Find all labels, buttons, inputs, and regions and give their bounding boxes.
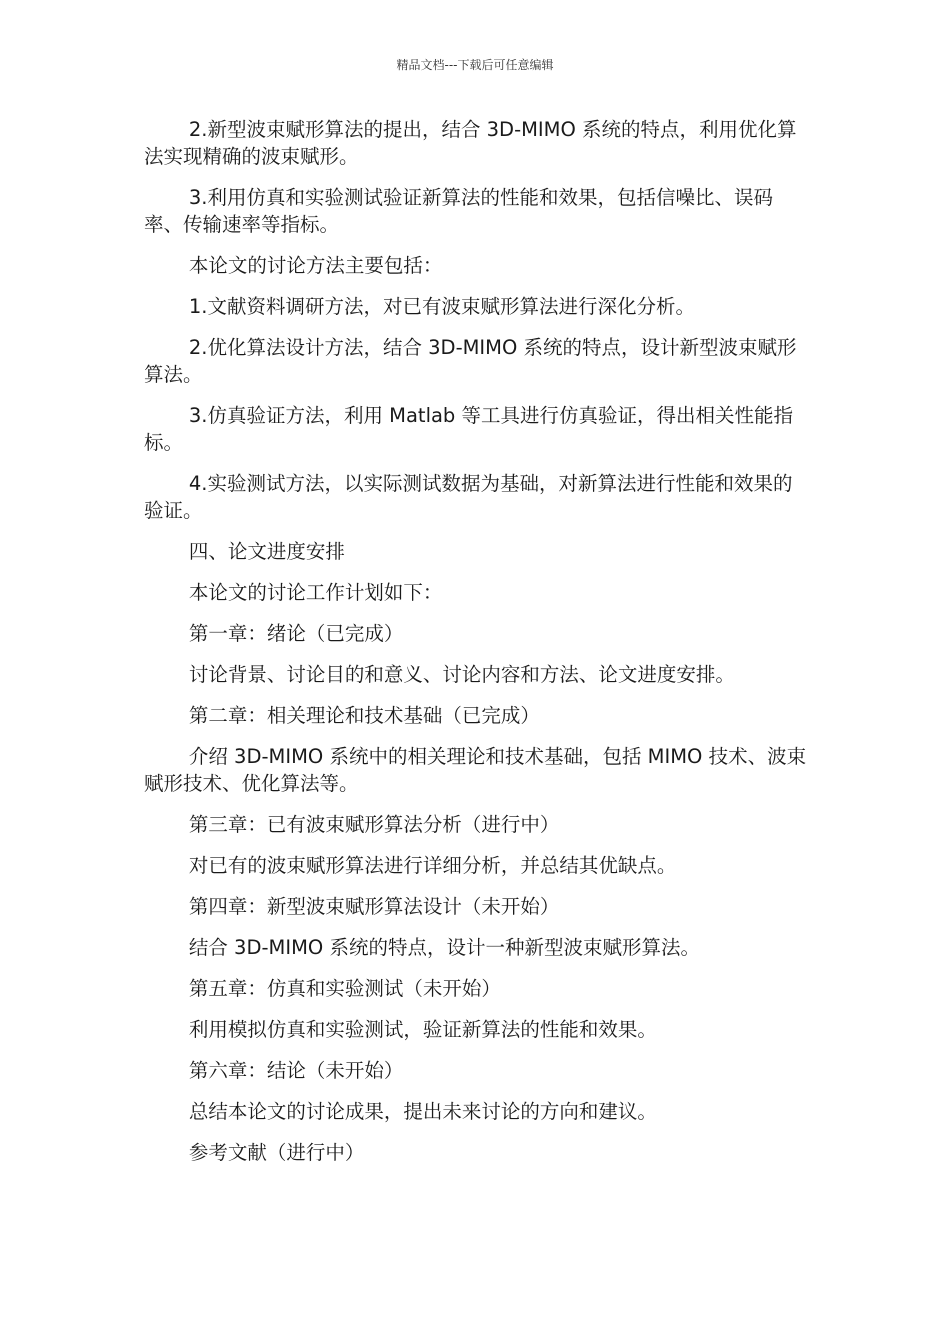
chapter-2-title: 第二章：相关理论和技术基础（已完成）: [188, 704, 540, 727]
paragraph-method-simulation: 3.仿真验证方法，利用 Matlab 等工具进行仿真验证，得出相关性能指标。: [144, 404, 794, 454]
page-header: 精品文档---下载后可任意编辑: [396, 58, 554, 72]
paragraph-method-optimization: 2.优化算法设计方法，结合 3D-MIMO 系统的特点，设计新型波束赋形算法。: [144, 336, 797, 386]
chapter-6-title: 第六章：结论（未开始）: [188, 1059, 404, 1082]
chapter-2-description: 介绍 3D-MIMO 系统中的相关理论和技术基础，包括 MIMO 技术、波束赋形技术、优化算法等。: [144, 745, 807, 795]
chapter-4-title: 第四章：新型波束赋形算法设计（未开始）: [188, 895, 560, 918]
chapter-6-description: 总结本论文的讨论成果，提出未来讨论的方向和建议。: [188, 1100, 657, 1123]
paragraph-method-literature: 1.文献资料调研方法，对已有波束赋形算法进行深化分析。: [188, 295, 695, 318]
chapter-1-title: 第一章：绪论（已完成）: [188, 622, 404, 645]
paragraph-new-algorithm: 2.新型波束赋形算法的提出，结合 3D-MIMO 系统的特点，利用优化算法实现精确的波束赋形。: [144, 118, 797, 168]
chapter-1-description: 讨论背景、讨论目的和意义、讨论内容和方法、论文进度安排。: [188, 663, 735, 686]
chapter-3-description: 对已有的波束赋形算法进行详细分析，并总结其优缺点。: [188, 854, 677, 877]
references-title: 参考文献（进行中）: [188, 1141, 365, 1164]
section-heading-schedule: 四、论文进度安排: [188, 540, 345, 563]
chapter-5-description: 利用模拟仿真和实验测试，验证新算法的性能和效果。: [188, 1018, 657, 1041]
chapter-3-title: 第三章：已有波束赋形算法分析（进行中）: [188, 813, 560, 836]
paragraph-method-experiment: 4.实验测试方法，以实际测试数据为基础，对新算法进行性能和效果的验证。: [144, 472, 793, 522]
chapter-4-description: 结合 3D-MIMO 系统的特点，设计一种新型波束赋形算法。: [188, 936, 700, 959]
chapter-5-title: 第五章：仿真和实验测试（未开始）: [188, 977, 501, 1000]
paragraph-plan-intro: 本论文的讨论工作计划如下：: [188, 581, 443, 604]
document-body: [144, 116, 810, 1180]
paragraph-simulation-verification: 3.利用仿真和实验测试验证新算法的性能和效果，包括信噪比、误码率、传输速率等指标。: [144, 186, 773, 236]
paragraph-methods-intro: 本论文的讨论方法主要包括：: [188, 254, 443, 277]
